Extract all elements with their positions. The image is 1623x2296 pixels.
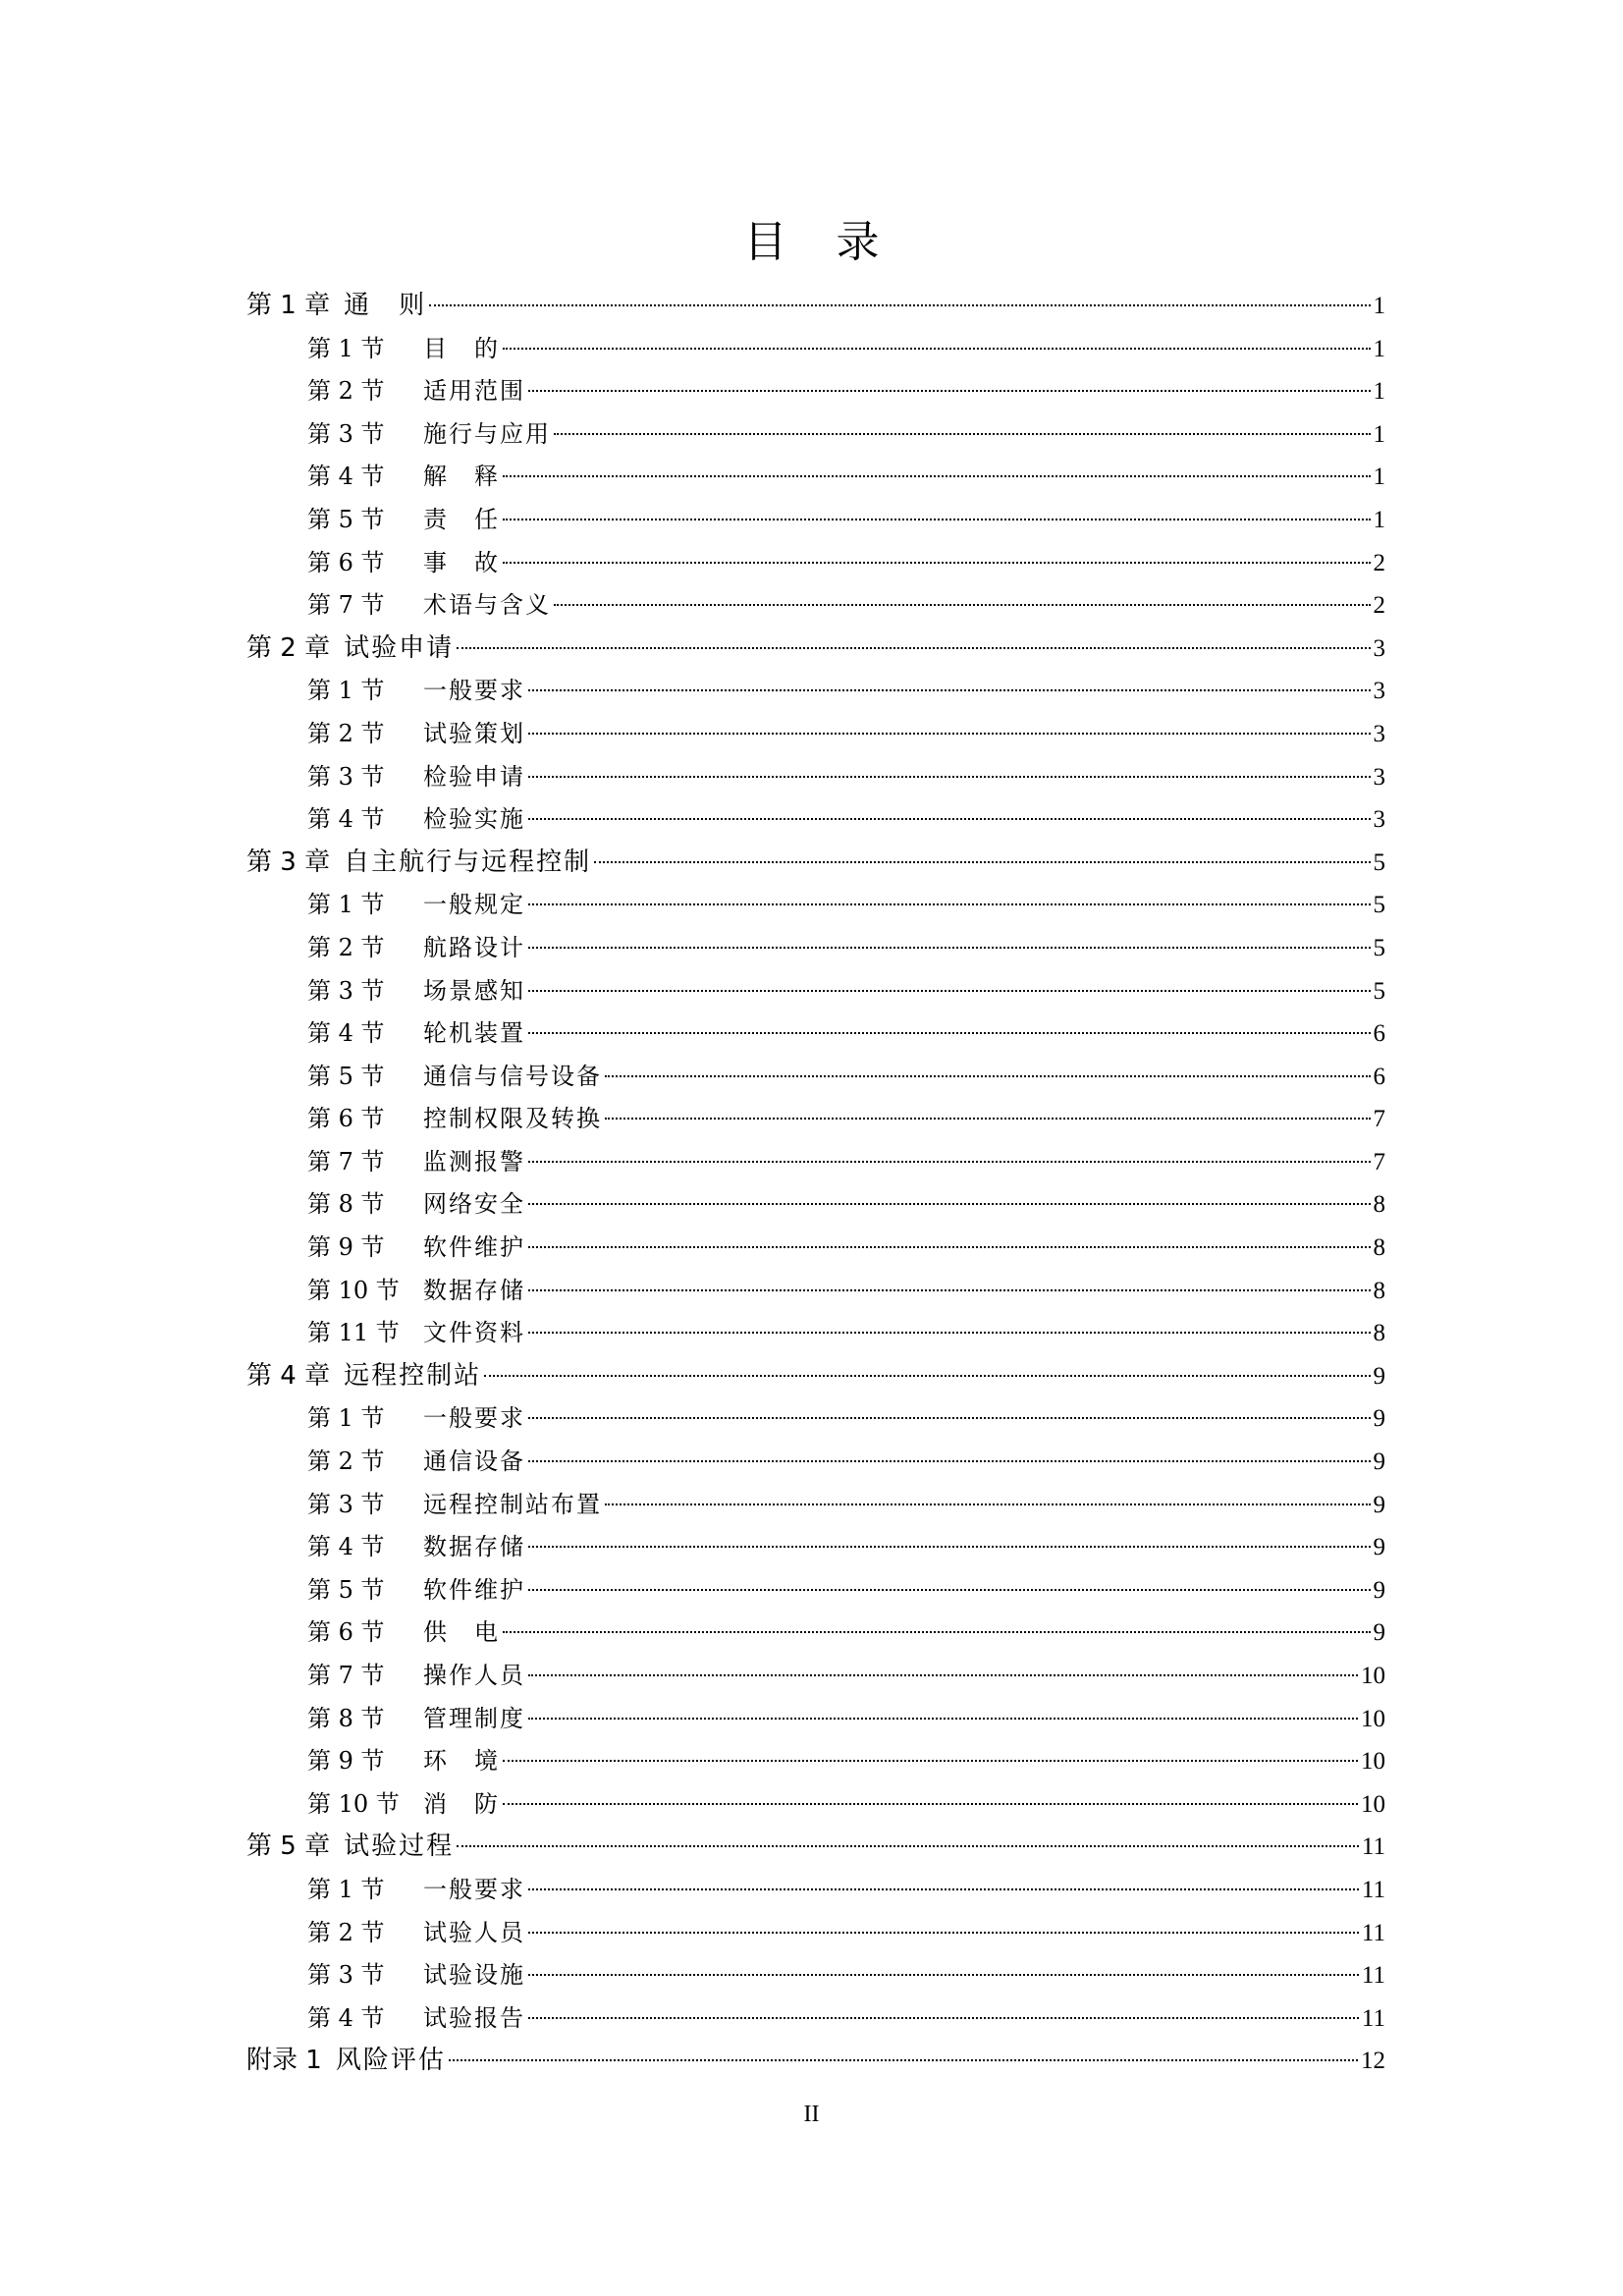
toc-section-entry[interactable] [246,798,1385,842]
toc-entry-title: 适用范围 [423,377,525,406]
toc-chapter-entry[interactable] [246,2040,1385,2083]
toc-entry-title: 一般要求 [423,1875,525,1903]
toc-section-entry[interactable] [246,413,1385,457]
toc-entry-page: 10 [1361,1663,1385,1689]
dot-leader [503,1760,1358,1762]
toc-entry-title: 文件资料 [423,1319,525,1347]
toc-entry-page: 8 [1373,1234,1385,1262]
dot-leader [605,1118,1371,1120]
toc-section-entry[interactable] [246,1912,1385,1955]
toc-section-entry[interactable] [246,584,1385,628]
toc-entry-page: 1 [1373,335,1385,362]
toc-section-entry[interactable] [246,456,1385,499]
toc-chapter-entry[interactable] [246,285,1385,328]
toc-entry-page: 9 [1373,1619,1385,1647]
toc-entry-page: 11 [1361,1833,1385,1861]
toc-entry-page: 8 [1373,1277,1385,1304]
toc-entry-title: 责 任 [423,505,500,533]
toc-entry-number: 第 7 节 [307,1662,385,1689]
toc-entry-title: 施行与应用 [423,419,551,448]
toc-entry-page: 2 [1373,592,1385,620]
toc-entry-number: 第 6 节 [307,1618,385,1647]
toc-entry-page: 10 [1361,1705,1385,1732]
toc-entry-title: 试验人员 [423,1918,525,1946]
toc-section-entry[interactable] [246,713,1385,756]
toc-entry-title: 软件维护 [423,1233,525,1262]
toc-section-entry[interactable] [246,1141,1385,1184]
toc-entry-page: 9 [1373,1449,1385,1476]
toc-section-entry[interactable] [246,1183,1385,1227]
toc-section-entry[interactable] [246,328,1385,371]
toc-entry-page: 9 [1373,1405,1385,1433]
toc-section-entry[interactable] [246,970,1385,1013]
toc-section-entry[interactable] [246,1056,1385,1099]
toc-section-entry[interactable] [246,756,1385,799]
toc-entry-number: 第 1 节 [307,677,385,705]
toc-section-entry[interactable] [246,542,1385,585]
toc-entry-page: 5 [1373,977,1385,1005]
toc-section-entry[interactable] [246,1954,1385,1997]
toc-section-entry[interactable] [246,884,1385,927]
toc-section-entry[interactable] [246,1012,1385,1056]
toc-entry-page: 9 [1373,1534,1385,1561]
dot-leader [594,861,1370,863]
toc-entry-title: 自主航行与远程控制 [344,847,592,877]
toc-section-entry[interactable] [246,1227,1385,1270]
toc-entry-page: 3 [1373,763,1385,791]
toc-entry-number: 第 2 节 [307,1918,385,1946]
toc-entry-number: 第 9 节 [307,1233,385,1262]
dot-leader [449,2059,1358,2061]
toc-entry-number: 第 7 节 [307,591,385,620]
dot-leader [528,1417,1371,1419]
toc-section-entry[interactable] [246,1441,1385,1484]
toc-entry-page: 9 [1373,1491,1385,1518]
toc-entry-page: 1 [1373,293,1385,319]
dot-leader [484,1375,1370,1377]
toc-entry-title: 试验申请 [344,632,455,663]
toc-entry-number: 第 9 节 [307,1747,385,1776]
toc-chapter-entry[interactable] [246,1355,1385,1398]
toc-entry-page: 11 [1361,1876,1385,1903]
toc-entry-number: 第 2 节 [307,1448,385,1476]
dot-leader [503,1803,1358,1805]
toc-entry-number: 第 6 节 [307,548,385,576]
dot-leader [528,1888,1359,1890]
toc-entry-page: 8 [1373,1320,1385,1347]
toc-entry-number: 第 2 章 [246,632,331,663]
toc-entry-page: 3 [1373,720,1385,747]
toc-entry-page: 1 [1373,420,1385,448]
dot-leader [554,604,1371,606]
toc-entry-number: 第 2 节 [307,933,385,961]
toc-entry-title: 一般要求 [423,1404,525,1433]
dot-leader [528,947,1371,949]
dot-leader [528,2017,1359,2019]
dot-leader [503,475,1371,477]
toc-section-entry[interactable] [246,1612,1385,1655]
toc-entry-title: 一般要求 [423,677,525,705]
toc-entry-number: 第 3 节 [307,976,385,1005]
toc-entry-page: 6 [1373,1020,1385,1048]
toc-entry-number: 第 8 节 [307,1190,385,1219]
dot-leader [528,1161,1371,1163]
dot-leader [528,1589,1371,1591]
toc-entry-title: 风险评估 [335,2046,446,2076]
dot-leader [528,733,1371,735]
dot-leader [528,1974,1359,1976]
toc-entry-number: 第 6 节 [307,1105,385,1133]
dot-leader [554,433,1371,435]
dot-leader [528,1674,1358,1676]
toc-entry-number: 第 1 节 [307,1404,385,1433]
toc-entry-number: 第 3 章 [246,847,331,877]
toc-entry-number: 第 4 节 [307,805,385,834]
toc-entry-title: 消 防 [423,1789,500,1818]
toc-entry-number: 第 1 节 [307,1875,385,1903]
toc-entry-page: 1 [1373,464,1385,491]
toc-entry-number: 第 3 节 [307,762,385,791]
toc-entry-page: 1 [1373,378,1385,406]
toc-entry-page: 11 [1361,1919,1385,1946]
toc-entry-title: 场景感知 [423,976,525,1005]
toc-entry-title: 通 则 [344,291,427,320]
toc-entry-title: 供 电 [423,1618,500,1647]
dot-leader [528,1246,1371,1248]
toc-section-entry[interactable] [246,1655,1385,1698]
toc-entry-title: 管理制度 [423,1704,525,1732]
toc-entry-number: 第 2 节 [307,719,385,747]
toc-entry-page: 5 [1373,848,1385,876]
toc-entry-number: 第 4 节 [307,463,385,491]
toc-entry-page: 8 [1373,1191,1385,1219]
toc-entry-title: 网络安全 [423,1190,525,1219]
toc-section-entry[interactable] [246,1698,1385,1741]
dot-leader [503,519,1371,520]
toc-section-entry[interactable] [246,1869,1385,1912]
dot-leader [528,1289,1371,1291]
toc-entry-number: 第 11 节 [307,1319,400,1347]
toc-entry-title: 操作人员 [423,1662,525,1689]
dot-leader [528,1932,1359,1934]
toc-entry-title: 一般规定 [423,891,525,919]
toc-entry-title: 通信设备 [423,1448,525,1476]
toc-entry-page: 7 [1373,1106,1385,1133]
toc-entry-title: 试验报告 [423,2003,525,2032]
toc-entry-number: 第 2 节 [307,377,385,406]
dot-leader [503,1631,1371,1633]
toc-entry-number: 第 10 节 [307,1276,400,1304]
toc-entry-page: 3 [1373,634,1385,662]
toc-entry-number: 第 8 节 [307,1704,385,1732]
toc-entry-number: 第 5 节 [307,1575,385,1604]
toc-entry-title: 轮机装置 [423,1019,525,1048]
toc-entry-title: 解 释 [423,463,500,491]
dot-leader [528,1203,1371,1205]
toc-entry-number: 第 3 节 [307,1490,385,1518]
toc-section-entry[interactable] [246,1783,1385,1827]
toc-entry-title: 检验实施 [423,805,525,834]
toc-entry-number: 第 5 节 [307,505,385,533]
dot-leader [528,1460,1371,1462]
toc-entry-title: 监测报警 [423,1147,525,1175]
toc-section-entry[interactable] [246,670,1385,713]
dot-leader [457,647,1370,649]
toc-entry-number: 第 1 章 [246,291,331,320]
dot-leader [528,776,1371,778]
toc-entry-page: 9 [1373,1576,1385,1604]
toc-entry-page: 3 [1373,678,1385,705]
toc-entry-page: 12 [1361,2048,1385,2075]
toc-chapter-entry[interactable] [246,628,1385,671]
toc-entry-title: 通信与信号设备 [423,1062,602,1090]
toc-entry-title: 检验申请 [423,762,525,791]
dot-leader [528,1032,1371,1034]
dot-leader [528,1718,1358,1720]
toc-entry-number: 第 1 节 [307,334,385,362]
toc-entry-title: 环 境 [423,1747,500,1776]
dot-leader [528,1332,1371,1334]
dot-leader [528,390,1371,392]
toc-entry-number: 第 5 节 [307,1062,385,1090]
dot-leader [528,903,1371,905]
dot-leader [503,562,1371,564]
toc-entry-title: 远程控制站 [344,1360,482,1391]
toc-entry-number: 附录 1 [246,2046,322,2076]
toc-entry-page: 3 [1373,806,1385,834]
toc-entry-title: 数据存储 [423,1276,525,1304]
toc-entry-page: 6 [1373,1063,1385,1090]
toc-entry-title: 控制权限及转换 [423,1105,602,1133]
toc-chapter-entry[interactable] [246,842,1385,885]
dot-leader [457,1845,1359,1847]
toc-section-entry[interactable] [246,1740,1385,1783]
toc-entry-title: 术语与含义 [423,591,551,620]
toc-entry-number: 第 3 节 [307,1961,385,1990]
toc-entry-title: 软件维护 [423,1575,525,1604]
toc-entry-page: 9 [1373,1362,1385,1390]
toc-entry-page: 10 [1361,1748,1385,1776]
dot-leader [605,1075,1371,1077]
toc-section-entry[interactable] [246,1484,1385,1527]
toc-entry-title: 试验策划 [423,719,525,747]
toc-entry-number: 第 4 节 [307,1019,385,1048]
toc-entry-page: 1 [1373,506,1385,533]
toc-entry-number: 第 7 节 [307,1147,385,1175]
toc-entry-title: 远程控制站布置 [423,1490,602,1518]
toc-entry-title: 试验过程 [344,1831,455,1862]
toc-entry-number: 第 3 节 [307,419,385,448]
page-title: 目 录 [743,217,897,267]
toc-entry-page: 7 [1373,1148,1385,1175]
toc-entry-page: 11 [1361,1962,1385,1990]
dot-leader [429,304,1370,306]
toc-entry-number: 第 10 节 [307,1789,400,1818]
toc-entry-page: 5 [1373,892,1385,919]
table-of-contents [246,285,1385,2083]
toc-section-entry[interactable] [246,1270,1385,1313]
toc-entry-number: 第 1 节 [307,891,385,919]
toc-entry-page: 5 [1373,934,1385,961]
toc-section-entry[interactable] [246,370,1385,413]
toc-section-entry[interactable] [246,1397,1385,1441]
toc-entry-number: 第 4 节 [307,2003,385,2032]
dot-leader [528,1546,1371,1548]
toc-section-entry[interactable] [246,1526,1385,1569]
dot-leader [528,818,1371,820]
toc-section-entry[interactable] [246,499,1385,542]
toc-section-entry[interactable] [246,1098,1385,1141]
toc-entry-number: 第 4 章 [246,1360,331,1391]
toc-section-entry[interactable] [246,927,1385,970]
toc-entry-page: 2 [1373,549,1385,576]
toc-section-entry[interactable] [246,1997,1385,2041]
toc-chapter-entry[interactable] [246,1826,1385,1869]
toc-entry-title: 试验设施 [423,1961,525,1990]
toc-section-entry[interactable] [246,1312,1385,1355]
toc-entry-title: 航路设计 [423,933,525,961]
dot-leader [503,348,1371,350]
toc-section-entry[interactable] [246,1569,1385,1613]
toc-entry-title: 目 的 [423,334,500,362]
toc-entry-page: 10 [1361,1790,1385,1818]
toc-entry-title: 数据存储 [423,1533,525,1561]
dot-leader [605,1503,1371,1505]
dot-leader [528,990,1371,992]
toc-entry-title: 事 故 [423,548,500,576]
toc-entry-page: 11 [1361,2004,1385,2032]
toc-entry-number: 第 4 节 [307,1533,385,1561]
dot-leader [528,689,1371,691]
page-number: II [803,2102,820,2127]
toc-entry-number: 第 5 章 [246,1831,331,1862]
